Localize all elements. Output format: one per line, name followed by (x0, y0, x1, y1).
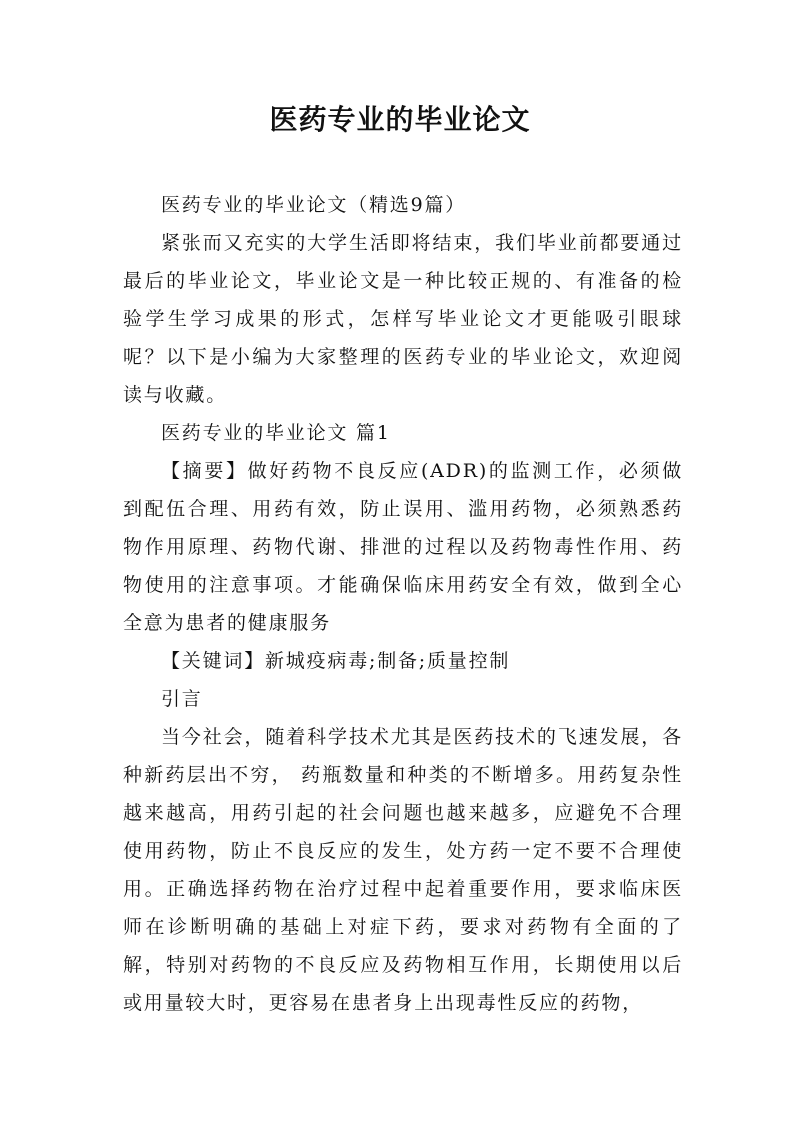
introduction-heading: 引言 (161, 688, 203, 710)
body-paragraph: 当今社会，随着科学技术尤其是医药技术的飞速发展，各种新药层出不穷， 药瓶数量和种类的不断增多。用药复杂性越来越高，用药引起的社会问题也越来越多，应避免不合理使用药物，防止不良反应的发生，处方药一定不要不合理使用。正确选择药物在治疗过程中起着重要作用，要求临床医师在诊断明确的基础上对症下药，要求对药物有全面的了解，特别对药物的不良反应及药物相互作用，长期使用以后或用量较大时，更容易在患者身上出现毒性反应的药物， (123, 726, 683, 1014)
keywords-paragraph: 【关键词】新城疫病毒;制备;质量控制 (161, 650, 511, 672)
section-heading: 医药专业的毕业论文 篇1 (161, 422, 391, 444)
subtitle-paragraph: 医药专业的毕业论文（精选9篇） (161, 194, 467, 216)
abstract-paragraph: 【摘要】做好药物不良反应(ADR)的监测工作，必须做到配伍合理、用药有效，防止误用、滥用药物，必须熟悉药物作用原理、药物代谢、排泄的过程以及药物毒性作用、药物使用的注意事项。才能确保临床用药安全有效，做到全心全意为患者的健康服务 (123, 460, 683, 634)
intro-paragraph: 紧张而又充实的大学生活即将结束，我们毕业前都要通过最后的毕业论文，毕业论文是一种比较正规的、有准备的检验学生学习成果的形式，怎样写毕业论文才更能吸引眼球呢？以下是小编为大家整理的医药专业的毕业论文，欢迎阅读与收藏。 (123, 232, 683, 406)
document-body (123, 186, 683, 1022)
document-title: 医药专业的毕业论文 (269, 103, 531, 136)
